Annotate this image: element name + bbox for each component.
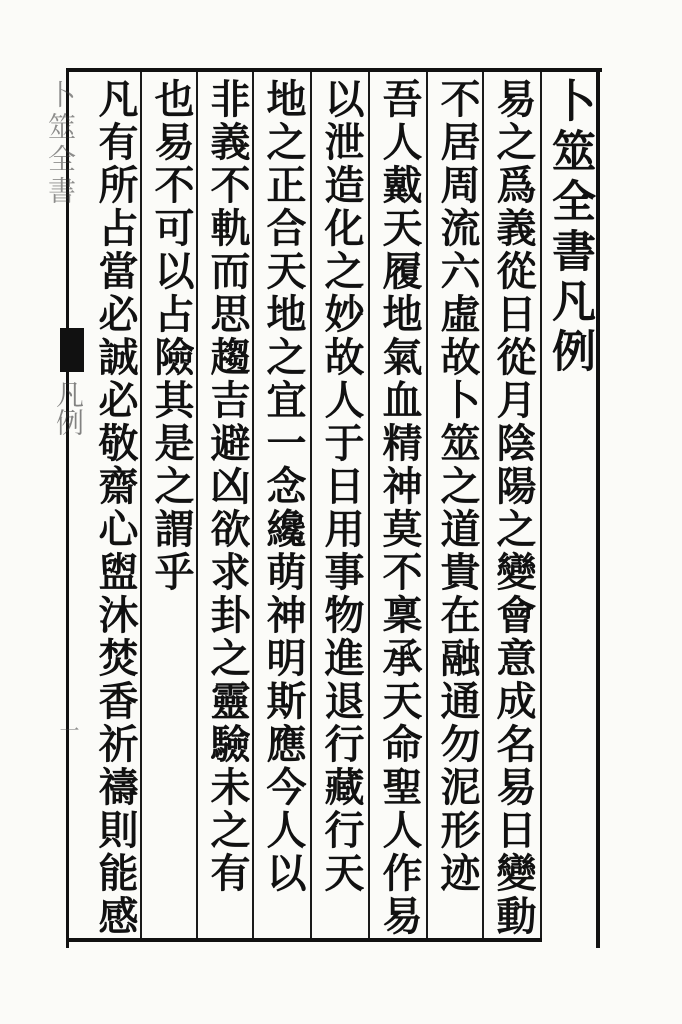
margin-book-title: 卜筮全書 [44, 80, 77, 208]
frame-right-border [596, 68, 600, 948]
text-column: 易之爲義從日從月陰陽之變會意成名易日變動 [490, 78, 537, 938]
text-column: 不居周流六虛故卜筮之道貴在融通勿泥形迹 [434, 78, 481, 895]
column-rule [196, 72, 198, 938]
column-rule [310, 72, 312, 938]
page-title: 卜筮全書凡例 [544, 78, 595, 378]
margin-bottom-mark: 一 [56, 720, 80, 740]
text-column: 也易不可以占險其是之謂乎 [148, 78, 195, 594]
text-column: 非義不軌而思趨吉避凶欲求卦之靈驗未之有 [204, 78, 251, 895]
fish-tail-mark-icon [60, 328, 84, 372]
text-column: 吾人戴天履地氣血精神莫不稟承天命聖人作易 [376, 78, 423, 938]
frame-top-border [66, 68, 602, 72]
text-column: 凡有所占當必誠必敬齋心盥沐焚香祈禱則能感 [92, 78, 139, 938]
column-rule [482, 72, 484, 938]
text-column: 地之正合天地之宜一念纔萌神明斯應今人以 [260, 78, 307, 895]
column-rule [252, 72, 254, 938]
column-rule [368, 72, 370, 938]
column-rule [140, 72, 142, 938]
column-rule [426, 72, 428, 938]
text-column: 以泄造化之妙故人于日用事物進退行藏行天 [318, 78, 365, 895]
margin-section-label: 凡例 [52, 380, 85, 436]
frame-bottom-border [66, 938, 542, 942]
column-rule [540, 72, 542, 938]
